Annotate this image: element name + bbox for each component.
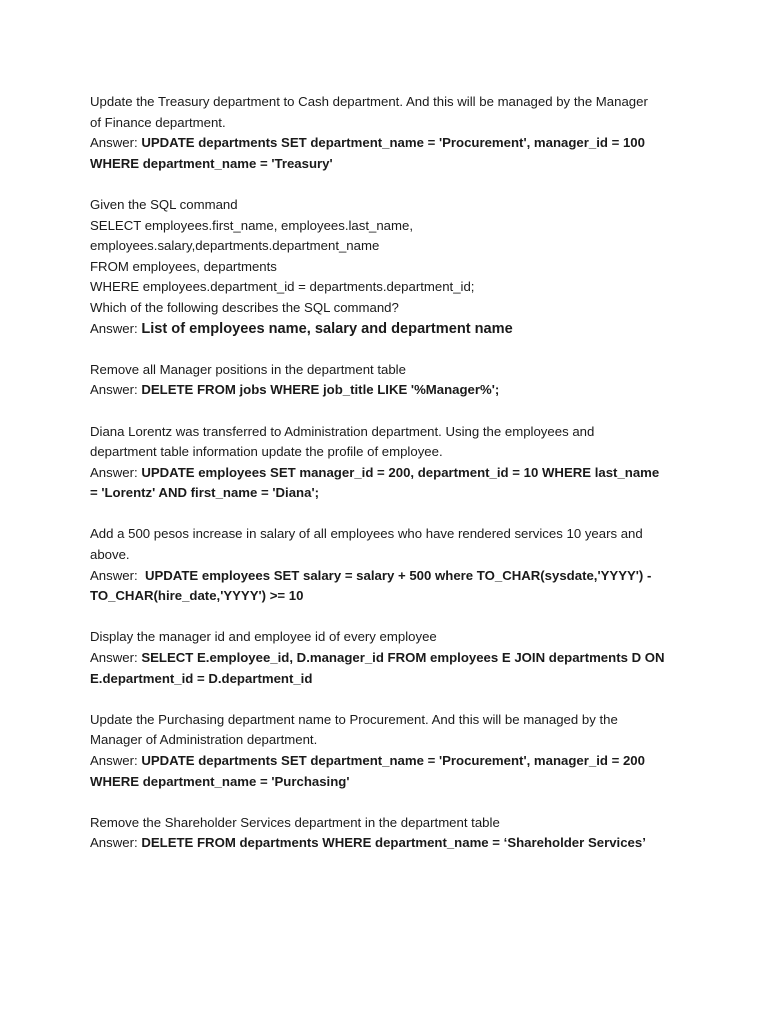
question-text: Which of the following describes the SQL command? [90, 299, 399, 315]
answer-text: UPDATE employees SET salary = salary + 500 where TO_CHAR(sysdate,'YYYY') - [144, 567, 652, 583]
answer-label: Answer: [90, 753, 142, 768]
question-text: Update the Treasury department to Cash department. And this will be managed by the Manager [90, 94, 648, 109]
answer-text: WHERE department_name = 'Purchasing' [90, 773, 350, 789]
answer-label: Answer: [90, 382, 142, 398]
question-text: above. [90, 547, 130, 563]
answer-line [90, 463, 690, 484]
qa-item [90, 627, 690, 689]
question-text: Update the Purchasing department name to Procurement. And this will be managed by the [90, 711, 618, 727]
question-text: SELECT employees.first_name, employees.last_name, [90, 217, 414, 233]
question-text: WHERE employees.department_id = departments.department_id; [90, 279, 475, 295]
answer-text: = 'Lorentz' AND first_name = 'Diana'; [90, 485, 319, 501]
answer-text: DELETE FROM departments WHERE department_name = ‘Shareholder Services’ [141, 835, 646, 851]
answer-line [90, 833, 690, 854]
answer-label: Answer: [90, 567, 145, 583]
question-text: Manager of Administration department. [90, 732, 318, 748]
answer-text: UPDATE employees SET manager_id = 200, department_id = 10 WHERE last_name [141, 464, 660, 480]
question-text: department table information update the profile of employee. [90, 444, 443, 460]
question-text: FROM employees, departments [90, 258, 277, 274]
qa-item [90, 422, 690, 504]
qa-item [90, 92, 690, 174]
answer-text: DELETE FROM jobs WHERE job_title LIKE '%Manager%'; [141, 382, 500, 398]
answer-text: TO_CHAR(hire_date,'YYYY') >= 10 [90, 588, 304, 604]
document-page [90, 92, 690, 875]
question-text: Diana Lorentz was transferred to Administration department. Using the employees and [90, 423, 595, 439]
question-text: Remove the Shareholder Services department in the department table [90, 814, 500, 830]
qa-item [90, 195, 690, 339]
answer-line [90, 133, 690, 154]
qa-item [90, 524, 690, 606]
question-text: Display the manager id and employee id of every employee [90, 629, 437, 645]
answer-label: Answer: [90, 650, 142, 666]
qa-item [90, 710, 690, 792]
answer-text: E.department_id = D.department_id [90, 670, 313, 686]
qa-item [90, 360, 690, 401]
question-text: Remove all Manager positions in the department table [90, 361, 406, 377]
answer-label: Answer: [90, 464, 142, 480]
qa-item [90, 813, 690, 854]
answer-text: UPDATE departments SET department_name = 'Procurement', manager_id = 200 [141, 753, 645, 768]
question-text: Given the SQL command [90, 196, 238, 212]
answer-text: WHERE department_name = 'Treasury' [90, 155, 333, 171]
answer-label: Answer: [90, 835, 142, 851]
answer-text: UPDATE departments SET department_name = 'Procurement', manager_id = 100 [141, 135, 645, 151]
question-text: of Finance department. [90, 114, 226, 130]
answer-line [90, 380, 690, 401]
answer-text: SELECT E.employee_id, D.manager_id FROM employees E JOIN departments D ON [141, 650, 665, 666]
answer-label: Answer: [90, 320, 142, 336]
answer-text: List of employees name, salary and department name [141, 320, 513, 337]
answer-label: Answer: [90, 135, 142, 151]
question-text: employees.salary,departments.department_name [90, 238, 380, 254]
answer-line [90, 648, 690, 669]
question-text: Add a 500 pesos increase in salary of all employees who have rendered services 10 years and [90, 526, 643, 542]
answer-line [90, 566, 690, 587]
answer-line [90, 751, 690, 772]
answer-line [90, 319, 690, 340]
